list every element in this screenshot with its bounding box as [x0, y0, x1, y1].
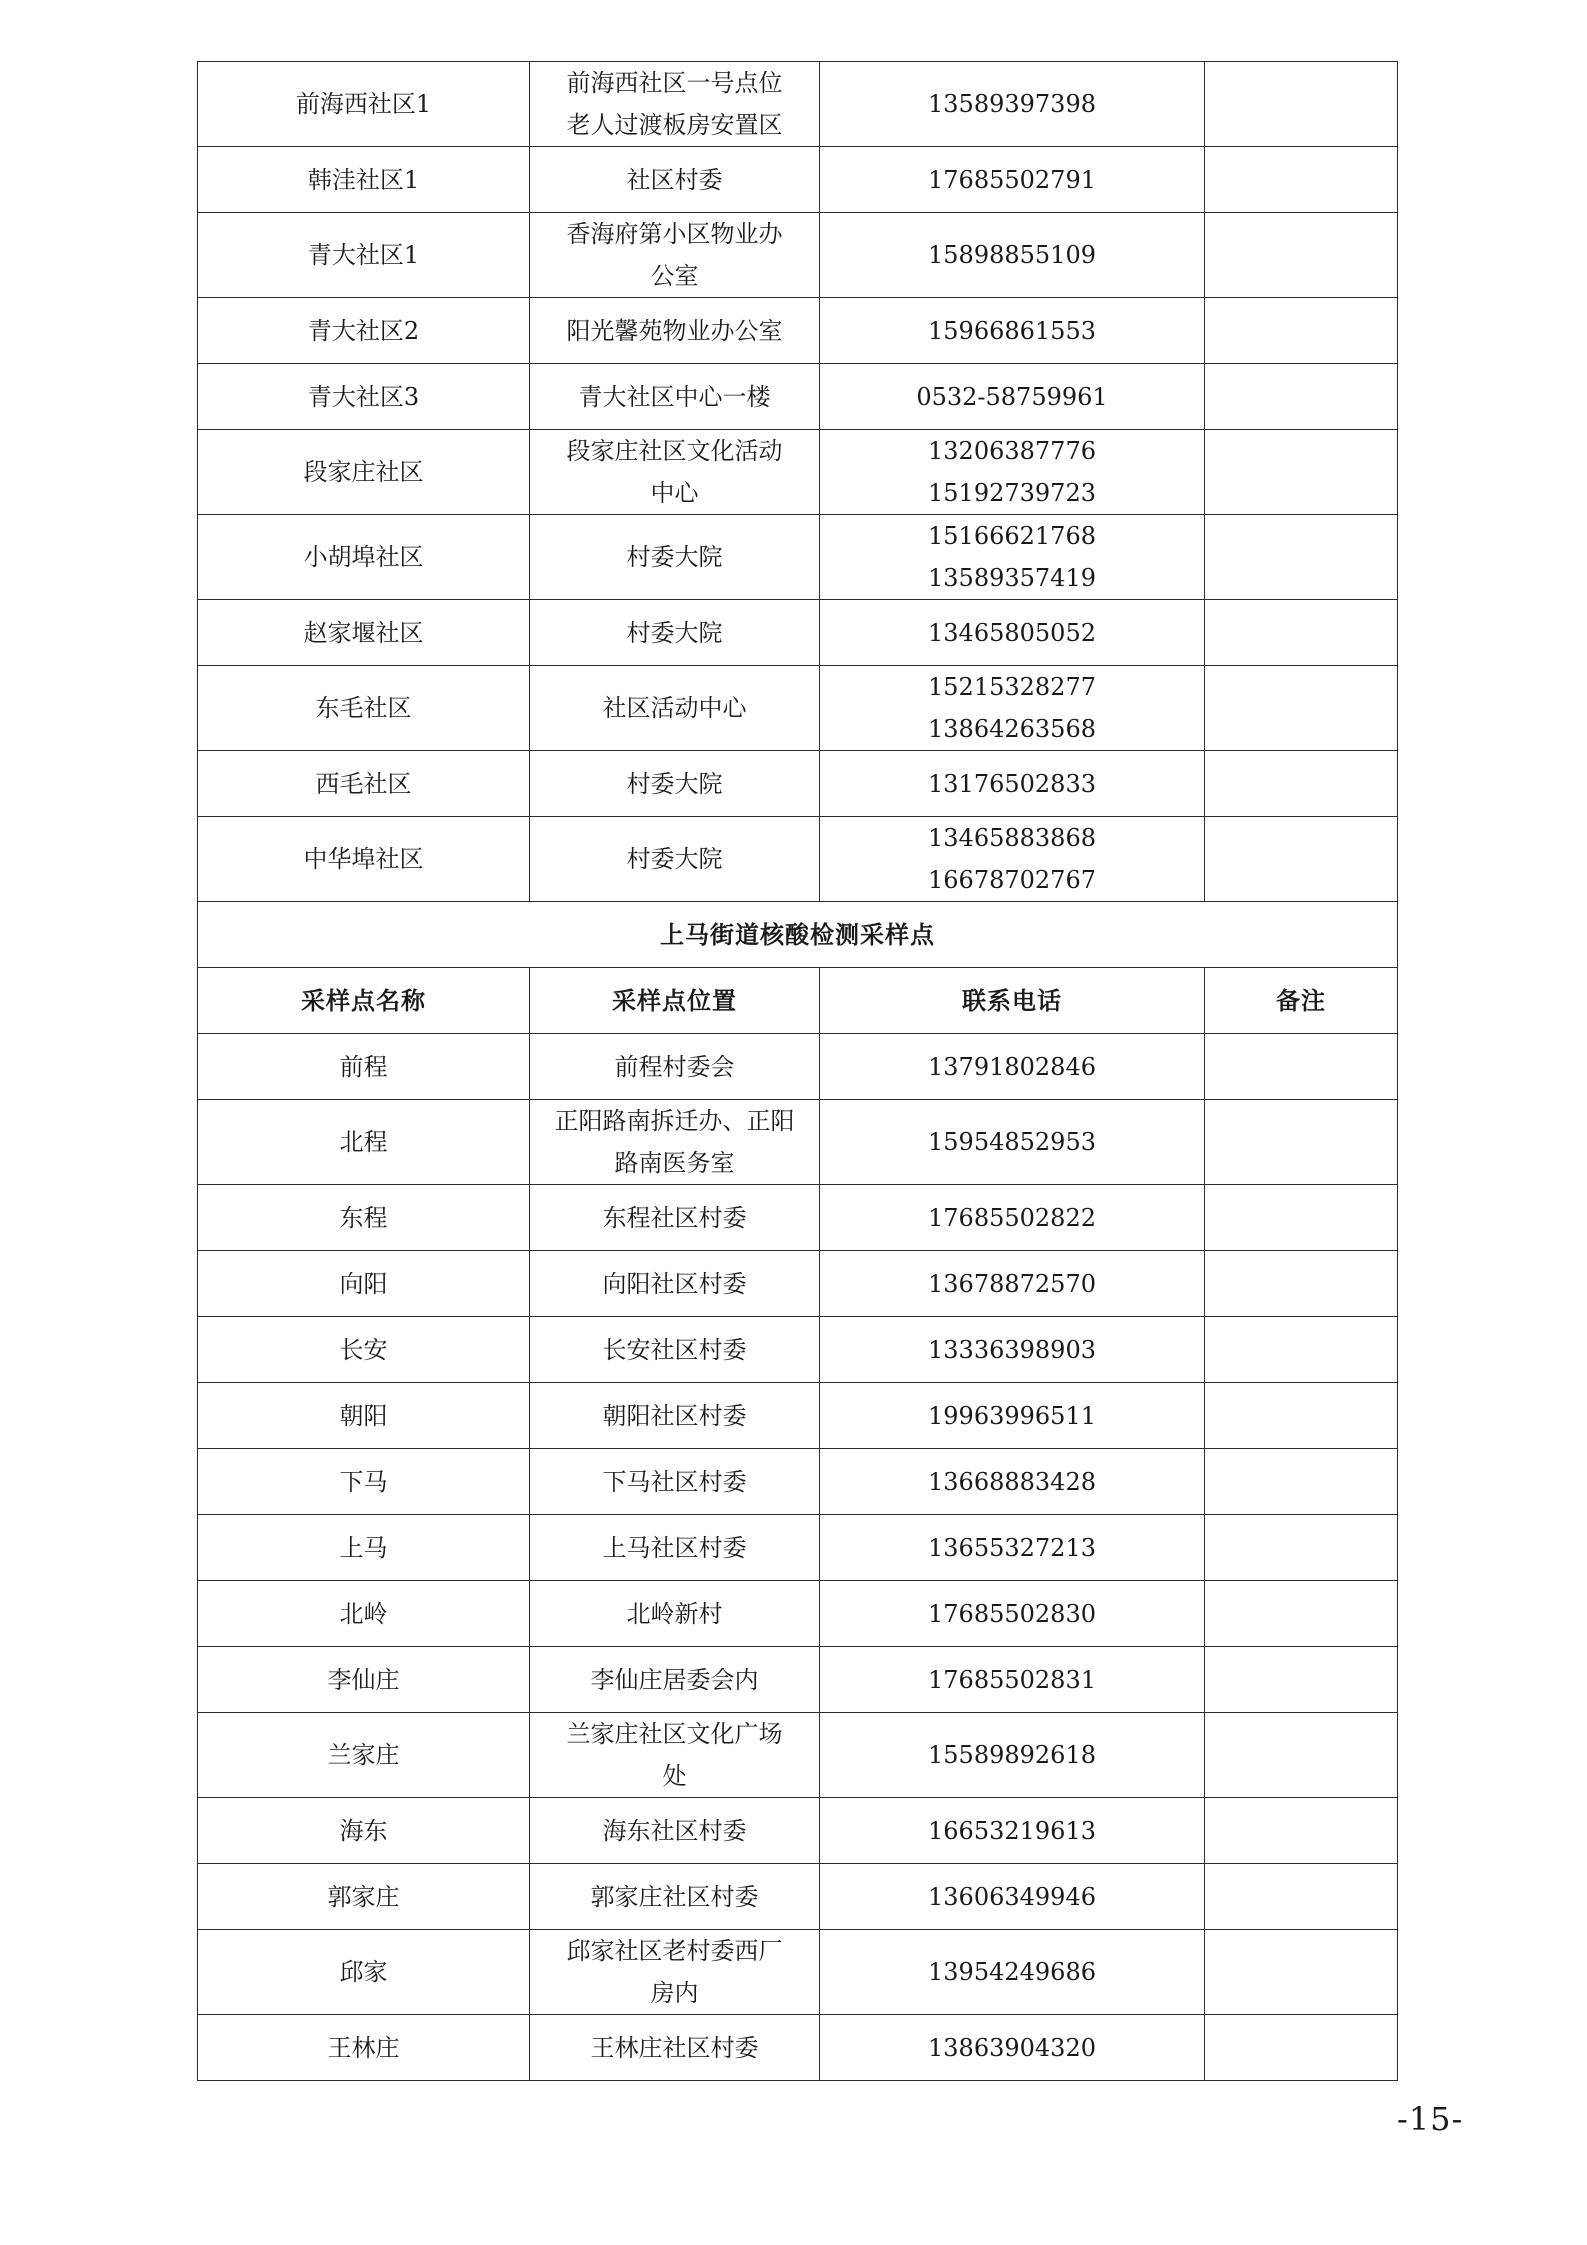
site-phone-cell — [820, 1647, 1205, 1713]
site-phone-cell — [820, 1317, 1205, 1383]
site-location-line: 青大社区中心一楼 — [578, 382, 771, 411]
phone-number: 13668883428 — [928, 1467, 1096, 1496]
site-location-line: 下马社区村委 — [602, 1467, 747, 1496]
site-phone-cell — [820, 1185, 1205, 1251]
phone-number: 13206387776 — [928, 437, 1096, 465]
table-row — [198, 1864, 1398, 1930]
phone-number: 16653219613 — [928, 1816, 1096, 1845]
table-row — [198, 147, 1398, 213]
site-location-cell — [530, 1034, 820, 1100]
site-location-line: 海东社区村委 — [602, 1816, 747, 1845]
site-phone-cell — [820, 1383, 1205, 1449]
table-row — [198, 1100, 1398, 1185]
phone-number: 16678702767 — [928, 866, 1096, 894]
phone-number: 13336398903 — [928, 1335, 1096, 1364]
phone-number: 15192739723 — [928, 479, 1096, 507]
site-location-line: 村委大院 — [626, 769, 723, 798]
table-row — [198, 62, 1398, 147]
table-row — [198, 600, 1398, 666]
site-location-line: 处 — [662, 1762, 687, 1790]
site-name-cell: 北岭 — [198, 1581, 530, 1647]
site-location-line: 北岭新村 — [626, 1599, 723, 1628]
table-row — [198, 1317, 1398, 1383]
phone-number: 13465805052 — [928, 618, 1096, 647]
phone-number: 15589892618 — [928, 1741, 1096, 1769]
site-location-cell — [530, 817, 820, 902]
phone-number: 19963996511 — [928, 1401, 1096, 1430]
phone-number: 13791802846 — [928, 1052, 1096, 1081]
phone-number: 17685502830 — [928, 1599, 1096, 1628]
site-phone-cell — [820, 1864, 1205, 1930]
site-phone-cell — [820, 1798, 1205, 1864]
site-note-cell — [1205, 1185, 1398, 1251]
site-location-line: 村委大院 — [626, 543, 723, 571]
site-name-cell: 向阳 — [198, 1251, 530, 1317]
phone-number: 13589397398 — [928, 90, 1096, 118]
site-note-cell — [1205, 1647, 1398, 1713]
site-note-cell — [1205, 1251, 1398, 1317]
site-location-cell — [530, 1581, 820, 1647]
site-location-cell — [530, 515, 820, 600]
site-location-cell — [530, 1251, 820, 1317]
site-location-cell — [530, 1100, 820, 1185]
site-name-cell: 长安 — [198, 1317, 530, 1383]
table-header-row — [198, 968, 1398, 1034]
site-note-cell — [1205, 1713, 1398, 1798]
site-name-cell: 邱家 — [198, 1930, 530, 2015]
site-note-cell — [1205, 600, 1398, 666]
table-row — [198, 1930, 1398, 2015]
table-row — [198, 1581, 1398, 1647]
site-phone-cell — [820, 1713, 1205, 1798]
site-location-cell — [530, 1798, 820, 1864]
site-location-line: 社区活动中心 — [602, 694, 747, 722]
site-location-line: 东程社区村委 — [602, 1203, 747, 1232]
site-name-cell: 朝阳 — [198, 1383, 530, 1449]
site-phone-cell — [820, 600, 1205, 666]
site-name-cell: 兰家庄 — [198, 1713, 530, 1798]
site-location-line: 长安社区村委 — [602, 1335, 747, 1364]
table-row — [198, 364, 1398, 430]
phone-number: 17685502831 — [928, 1665, 1096, 1694]
site-location-cell — [530, 2015, 820, 2081]
site-location-line: 前程村委会 — [614, 1052, 735, 1081]
site-note-cell — [1205, 147, 1398, 213]
table-row — [198, 213, 1398, 298]
site-location-cell — [530, 751, 820, 817]
table-row — [198, 430, 1398, 515]
site-location-line: 路南医务室 — [614, 1149, 735, 1177]
table-row — [198, 751, 1398, 817]
phone-number: 13176502833 — [928, 769, 1096, 798]
table-row — [198, 1185, 1398, 1251]
site-phone-cell — [820, 213, 1205, 298]
site-location-cell — [530, 1864, 820, 1930]
site-note-cell — [1205, 751, 1398, 817]
site-name-cell: 王林庄 — [198, 2015, 530, 2081]
site-note-cell — [1205, 298, 1398, 364]
site-location-cell — [530, 1930, 820, 2015]
table-row — [198, 298, 1398, 364]
site-phone-cell — [820, 364, 1205, 430]
site-phone-cell — [820, 817, 1205, 902]
site-name-cell: 西毛社区 — [198, 751, 530, 817]
phone-number: 0532-58759961 — [916, 382, 1108, 411]
site-name-cell: 李仙庄 — [198, 1647, 530, 1713]
phone-number: 15898855109 — [928, 241, 1096, 269]
header-name: 采样点名称 — [198, 968, 530, 1034]
table-row — [198, 515, 1398, 600]
site-location-line: 村委大院 — [626, 845, 723, 873]
site-phone-cell — [820, 298, 1205, 364]
site-note-cell — [1205, 1317, 1398, 1383]
site-location-line: 李仙庄居委会内 — [590, 1665, 759, 1694]
site-location-cell — [530, 1317, 820, 1383]
site-name-cell: 青大社区3 — [198, 364, 530, 430]
site-name-cell: 韩洼社区1 — [198, 147, 530, 213]
site-phone-cell — [820, 147, 1205, 213]
site-name-cell: 下马 — [198, 1449, 530, 1515]
phone-number: 13954249686 — [928, 1958, 1096, 1986]
site-phone-cell — [820, 666, 1205, 751]
site-phone-cell — [820, 2015, 1205, 2081]
top-rows-group — [198, 62, 1398, 902]
table-row — [198, 817, 1398, 902]
site-phone-cell — [820, 1581, 1205, 1647]
site-note-cell — [1205, 1930, 1398, 2015]
site-location-cell — [530, 1647, 820, 1713]
site-phone-cell — [820, 62, 1205, 147]
site-location-cell — [530, 430, 820, 515]
site-note-cell — [1205, 430, 1398, 515]
site-location-cell — [530, 1713, 820, 1798]
site-phone-cell — [820, 1449, 1205, 1515]
site-phone-cell — [820, 430, 1205, 515]
site-location-line: 前海西社区一号点位 — [566, 69, 783, 97]
page-number: -15- — [1397, 2100, 1464, 2138]
phone-number: 15966861553 — [928, 316, 1096, 345]
site-note-cell — [1205, 364, 1398, 430]
site-name-cell: 东毛社区 — [198, 666, 530, 751]
table-row — [198, 1798, 1398, 1864]
site-name-cell: 段家庄社区 — [198, 430, 530, 515]
phone-number: 13678872570 — [928, 1269, 1096, 1298]
site-location-line: 村委大院 — [626, 618, 723, 647]
site-note-cell — [1205, 515, 1398, 600]
site-phone-cell — [820, 1930, 1205, 2015]
table-row — [198, 1515, 1398, 1581]
site-name-cell: 郭家庄 — [198, 1864, 530, 1930]
site-name-cell: 北程 — [198, 1100, 530, 1185]
site-phone-cell — [820, 751, 1205, 817]
site-location-line: 王林庄社区村委 — [590, 2033, 759, 2062]
site-phone-cell — [820, 1100, 1205, 1185]
site-note-cell — [1205, 1581, 1398, 1647]
site-location-line: 中心 — [650, 479, 699, 507]
table-row — [198, 1647, 1398, 1713]
phone-number: 15166621768 — [928, 522, 1096, 550]
phone-number: 15215328277 — [928, 673, 1096, 701]
site-location-line: 老人过渡板房安置区 — [566, 111, 783, 139]
site-name-cell: 青大社区1 — [198, 213, 530, 298]
site-location-cell — [530, 1449, 820, 1515]
site-location-cell — [530, 62, 820, 147]
table-row — [198, 1034, 1398, 1100]
site-name-cell: 东程 — [198, 1185, 530, 1251]
site-phone-cell — [820, 1515, 1205, 1581]
table-row — [198, 1713, 1398, 1798]
site-location-line: 公室 — [650, 262, 699, 290]
site-location-line: 郭家庄社区村委 — [590, 1882, 759, 1911]
site-note-cell — [1205, 666, 1398, 751]
site-location-line: 邱家社区老村委西厂 — [566, 1937, 783, 1965]
site-name-cell: 前海西社区1 — [198, 62, 530, 147]
site-location-cell — [530, 1383, 820, 1449]
site-location-line: 正阳路南拆迁办、正阳 — [554, 1107, 795, 1135]
sampling-sites-table — [197, 61, 1398, 2081]
section-title-row — [198, 902, 1398, 968]
phone-number: 13864263568 — [928, 715, 1096, 743]
site-note-cell — [1205, 1864, 1398, 1930]
header-phone: 联系电话 — [820, 968, 1205, 1034]
phone-number: 13655327213 — [928, 1533, 1096, 1562]
site-note-cell — [1205, 1383, 1398, 1449]
phone-number: 13606349946 — [928, 1882, 1096, 1911]
site-note-cell — [1205, 213, 1398, 298]
site-location-cell — [530, 1185, 820, 1251]
site-name-cell: 青大社区2 — [198, 298, 530, 364]
header-note: 备注 — [1205, 968, 1398, 1034]
site-location-cell — [530, 666, 820, 751]
site-name-cell: 赵家堰社区 — [198, 600, 530, 666]
phone-number: 17685502822 — [928, 1203, 1096, 1232]
table-row — [198, 1383, 1398, 1449]
site-name-cell: 上马 — [198, 1515, 530, 1581]
site-location-cell — [530, 298, 820, 364]
header-location: 采样点位置 — [530, 968, 820, 1034]
table-row — [198, 2015, 1398, 2081]
site-location-line: 段家庄社区文化活动 — [566, 437, 783, 465]
site-location-line: 阳光馨苑物业办公室 — [566, 316, 783, 345]
site-note-cell — [1205, 62, 1398, 147]
site-location-line: 朝阳社区村委 — [602, 1401, 747, 1430]
site-name-cell: 前程 — [198, 1034, 530, 1100]
site-name-cell: 海东 — [198, 1798, 530, 1864]
site-phone-cell — [820, 1251, 1205, 1317]
site-location-line: 房内 — [650, 1979, 699, 2007]
table-row — [198, 666, 1398, 751]
phone-number: 15954852953 — [928, 1128, 1096, 1156]
site-note-cell — [1205, 1449, 1398, 1515]
site-note-cell — [1205, 1515, 1398, 1581]
site-phone-cell — [820, 515, 1205, 600]
site-note-cell — [1205, 817, 1398, 902]
site-note-cell — [1205, 2015, 1398, 2081]
section-head-group — [198, 902, 1398, 1034]
site-location-line: 上马社区村委 — [602, 1533, 747, 1562]
table-row — [198, 1449, 1398, 1515]
section-rows-group — [198, 1034, 1398, 2081]
site-note-cell — [1205, 1798, 1398, 1864]
phone-number: 13589357419 — [928, 564, 1096, 592]
section-title: 上马街道核酸检测采样点 — [198, 902, 1398, 968]
site-note-cell — [1205, 1034, 1398, 1100]
phone-number: 17685502791 — [928, 165, 1096, 194]
phone-number: 13863904320 — [928, 2033, 1096, 2062]
site-location-cell — [530, 364, 820, 430]
site-location-line: 向阳社区村委 — [602, 1269, 747, 1298]
site-name-cell: 小胡埠社区 — [198, 515, 530, 600]
site-note-cell — [1205, 1100, 1398, 1185]
table-row — [198, 1251, 1398, 1317]
site-location-cell — [530, 1515, 820, 1581]
site-location-cell — [530, 213, 820, 298]
site-location-cell — [530, 600, 820, 666]
site-location-cell — [530, 147, 820, 213]
site-location-line: 社区村委 — [626, 165, 723, 194]
phone-number: 13465883868 — [928, 824, 1096, 852]
site-location-line: 兰家庄社区文化广场 — [566, 1720, 783, 1748]
site-location-line: 香海府第小区物业办 — [566, 220, 783, 248]
site-phone-cell — [820, 1034, 1205, 1100]
site-name-cell: 中华埠社区 — [198, 817, 530, 902]
